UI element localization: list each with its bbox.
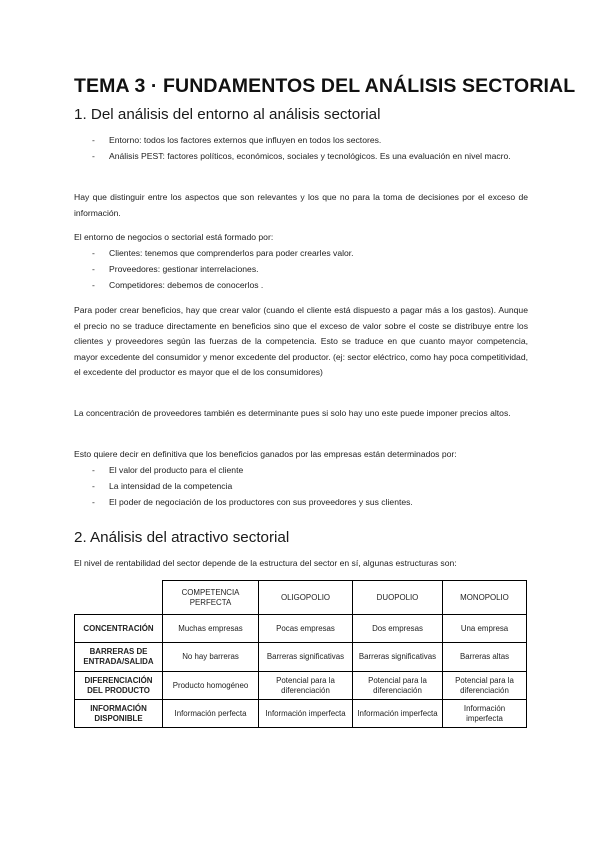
table-cell: Potencial para la diferenciación: [259, 672, 353, 700]
table-header-row: [75, 581, 527, 615]
list-item-text: Análisis PEST: factores políticos, económicos, sociales y tecnológicos. Es una evaluación en nivel macro.: [109, 151, 511, 161]
list-item-text: El poder de negociación de los productores con sus proveedores y sus clientes.: [109, 497, 413, 507]
row-header: CONCENTRACIÓN: [75, 615, 163, 643]
table-cell: Información imperfecta: [353, 700, 443, 728]
list-item: - Entorno: todos los factores externos que influyen en todos los sectores.: [92, 133, 528, 149]
paragraph: Para poder crear beneficios, hay que crear valor (cuando el cliente está dispuesto a pagar más a los gastos). Aunque el precio no se traduce directamente en beneficios sino que el exceso de valor sobre el coste se distribuye entre los clientes y proveedores según las fuerzas de la competencia. Esto se traduce en que cuanto mayor competencia, mayor excedente del consumidor y menor excedente del productor. (ej: sector eléctrico, como hay poca competitividad, el excedente del productor es mayor que el de los consumidores): [74, 305, 528, 378]
list-item-text: Entorno: todos los factores externos que influyen en todos los sectores.: [109, 135, 382, 145]
table-cell: Barreras significativas: [353, 643, 443, 672]
list-item-text: La intensidad de la competencia: [109, 481, 233, 491]
row-header: DIFERENCIACIÓN DEL PRODUCTO: [75, 672, 163, 700]
market-structures-table: [74, 580, 527, 728]
document-title: TEMA 3 · FUNDAMENTOS DEL ANÁLISIS SECTORIAL: [74, 75, 576, 97]
list-item-text: Competidores: debemos de conocerlos .: [109, 280, 264, 290]
column-header: DUOPOLIO: [353, 581, 443, 615]
row-header: BARRERAS DE ENTRADA/SALIDA: [75, 643, 163, 672]
section-2-heading: 2. Análisis del atractivo sectorial: [74, 529, 290, 546]
column-header: MONOPOLIO: [443, 581, 527, 615]
list-item: - El valor del producto para el cliente: [92, 463, 528, 479]
table-cell: Información imperfecta: [443, 700, 527, 728]
table-cell: Producto homogéneo: [163, 672, 259, 700]
row-header: INFORMACIÓN DISPONIBLE: [75, 700, 163, 728]
table-cell: Información perfecta: [163, 700, 259, 728]
list-item: - Proveedores: gestionar interrelaciones.: [92, 262, 528, 278]
table-cell: Barreras significativas: [259, 643, 353, 672]
table-row: [75, 700, 527, 728]
section-1-heading: 1. Del análisis del entorno al análisis sectorial: [74, 106, 381, 123]
paragraph: Esto quiere decir en definitiva que los beneficios ganados por las empresas están determinados por:: [74, 449, 457, 459]
list-item: - Competidores: debemos de conocerlos .: [92, 278, 528, 294]
paragraph: El entorno de negocios o sectorial está formado por:: [74, 232, 274, 242]
list-item-text: El valor del producto para el cliente: [109, 465, 244, 475]
table-corner: [75, 581, 163, 615]
list-item-text: Clientes: tenemos que comprenderlos para poder crearles valor.: [109, 248, 354, 258]
table-cell: Información imperfecta: [259, 700, 353, 728]
column-header: OLIGOPOLIO: [259, 581, 353, 615]
list-item: - Análisis PEST: factores políticos, económicos, sociales y tecnológicos. Es una evaluación en nivel macro.: [92, 149, 528, 165]
list-item: - La intensidad de la competencia: [92, 479, 528, 495]
table-cell: Pocas empresas: [259, 615, 353, 643]
paragraph: La concentración de proveedores también es determinante pues si solo hay uno este puede imponer precios altos.: [74, 408, 511, 418]
table-cell: Muchas empresas: [163, 615, 259, 643]
table-cell: Potencial para la diferenciación: [443, 672, 527, 700]
paragraph: El nivel de rentabilidad del sector depende de la estructura del sector en sí, algunas estructuras son:: [74, 558, 457, 568]
table-row: [75, 672, 527, 700]
table-cell: Barreras altas: [443, 643, 527, 672]
list-item: - El poder de negociación de los productores con sus proveedores y sus clientes.: [92, 495, 528, 511]
list-item: - Clientes: tenemos que comprenderlos para poder crearles valor.: [92, 246, 528, 262]
table-row: [75, 643, 527, 672]
table-cell: No hay barreras: [163, 643, 259, 672]
paragraph: Hay que distinguir entre los aspectos que son relevantes y los que no para la toma de decisiones por el exceso de información.: [74, 192, 528, 218]
table-cell: Una empresa: [443, 615, 527, 643]
table-row: [75, 615, 527, 643]
list-item-text: Proveedores: gestionar interrelaciones.: [109, 264, 259, 274]
table-cell: Potencial para la diferenciación: [353, 672, 443, 700]
column-header: COMPETENCIA PERFECTA: [163, 581, 259, 615]
table-cell: Dos empresas: [353, 615, 443, 643]
